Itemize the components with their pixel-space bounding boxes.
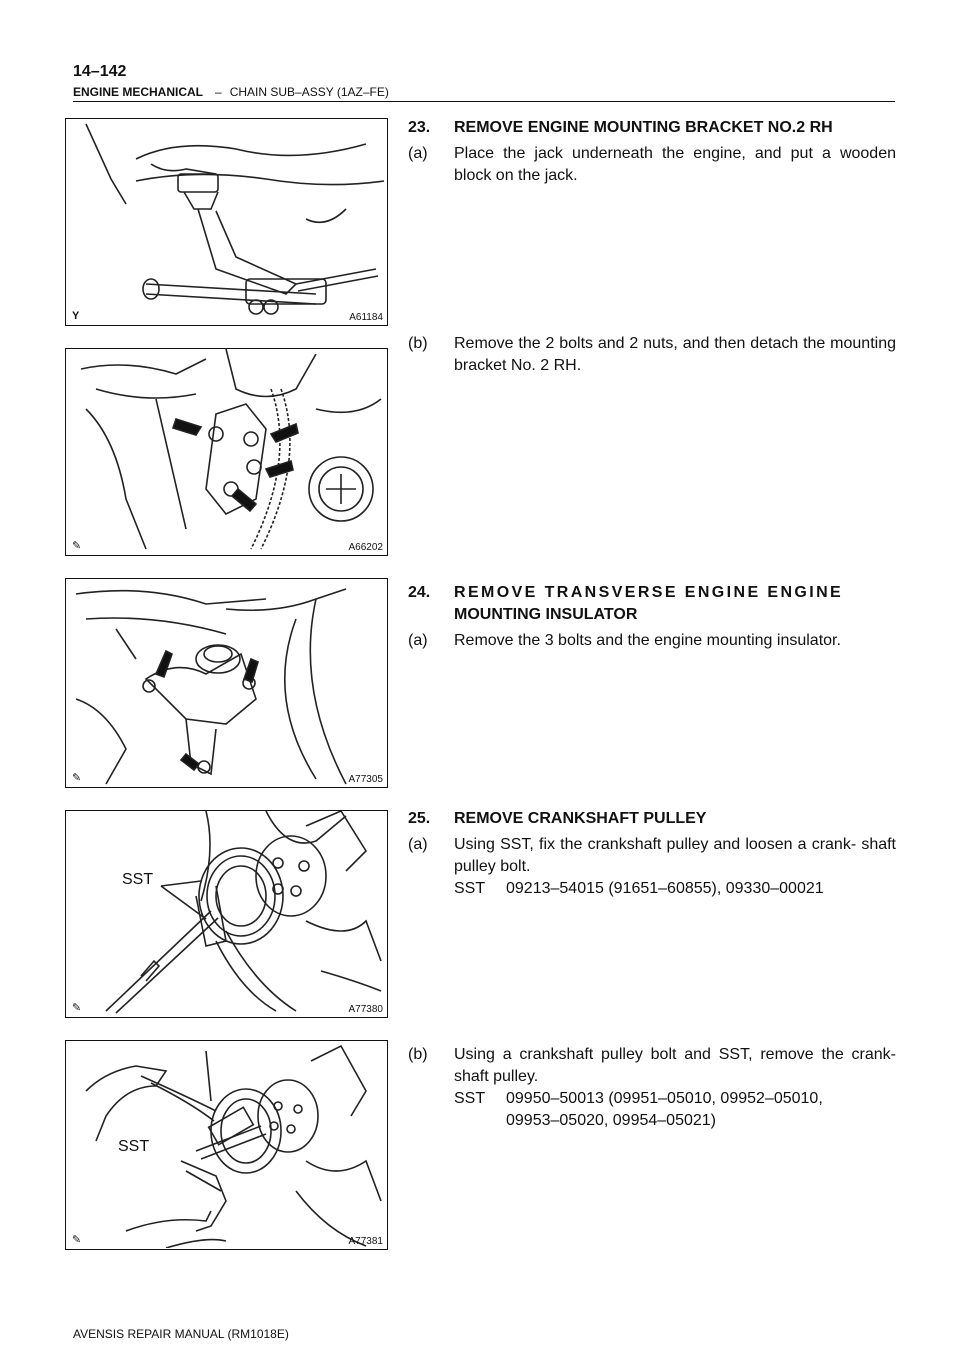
step-23 (408, 117, 896, 187)
step-23-heading: 23. REMOVE ENGINE MOUNTING BRACKET NO.2 RH (408, 119, 833, 136)
figure-code: A77381 (348, 1236, 383, 1247)
figure-pulley-sst-fix (65, 810, 388, 1018)
step-24 (408, 582, 896, 652)
step-25a-sst: SST 09213–54015 (91651–60855), 09330–00021 (454, 880, 824, 897)
figure-mounting-bracket (65, 348, 388, 556)
bracket-illustration (66, 349, 386, 554)
running-header (73, 85, 389, 99)
step-24a: (a) Remove the 3 bolts and the engine mounting insulator. (408, 632, 841, 649)
figure-jack (65, 118, 388, 326)
step-23a: (a) Place the jack underneath the engine, and put a wooden block on the jack. (408, 145, 896, 184)
figure-corner-mark: ✎ (72, 772, 82, 784)
figure-corner-mark: ✎ (72, 540, 82, 552)
step-25 (408, 808, 896, 900)
jack-illustration (66, 119, 386, 324)
figure-corner-mark: Y (72, 310, 80, 322)
header-rule (73, 101, 895, 102)
step-25b: (b) Using a crankshaft pulley bolt and SST, remove the crank- shaft pulley. SST 09950–50013 (09951–05010, 09952–05010, 09953–05020, 09954–05021) (408, 1044, 896, 1132)
footer-manual-id: AVENSIS REPAIR MANUAL (RM1018E) (73, 1327, 289, 1341)
figure-code: A61184 (349, 312, 383, 323)
pulley-fix-illustration (66, 811, 386, 1016)
figure-mounting-insulator (65, 578, 388, 788)
step-25a: (a) Using SST, fix the crankshaft pulley and loosen a crank- shaft pulley bolt. (408, 836, 896, 875)
figure-pulley-sst-remove (65, 1040, 388, 1250)
step-24-heading: 24. REMOVE TRANSVERSE ENGINE ENGINE MOUNTING INSULATOR (408, 584, 844, 623)
header-separator: – (215, 85, 222, 99)
pulley-remove-illustration (66, 1041, 386, 1248)
figure-code: A77380 (348, 1004, 383, 1015)
figure-corner-mark: ✎ (72, 1234, 82, 1246)
step-25b-sst: SST 09950–50013 (09951–05010, 09952–05010, 09953–05020, 09954–05021) (454, 1090, 823, 1129)
section-title: ENGINE MECHANICAL (73, 85, 204, 99)
figure-corner-mark: ✎ (72, 1002, 82, 1014)
page-number: 14–142 (73, 63, 127, 80)
step-23b: (b) Remove the 2 bolts and 2 nuts, and then detach the mounting bracket No. 2 RH. (408, 335, 896, 374)
sst-callout: SST (122, 871, 154, 888)
figure-code: A66202 (348, 542, 383, 553)
figure-code: A77305 (348, 774, 383, 785)
subsection-title: CHAIN SUB–ASSY (1AZ–FE) (229, 85, 389, 99)
insulator-illustration (66, 579, 386, 786)
sst-callout: SST (118, 1138, 150, 1155)
step-25-heading: 25. REMOVE CRANKSHAFT PULLEY (408, 810, 707, 827)
